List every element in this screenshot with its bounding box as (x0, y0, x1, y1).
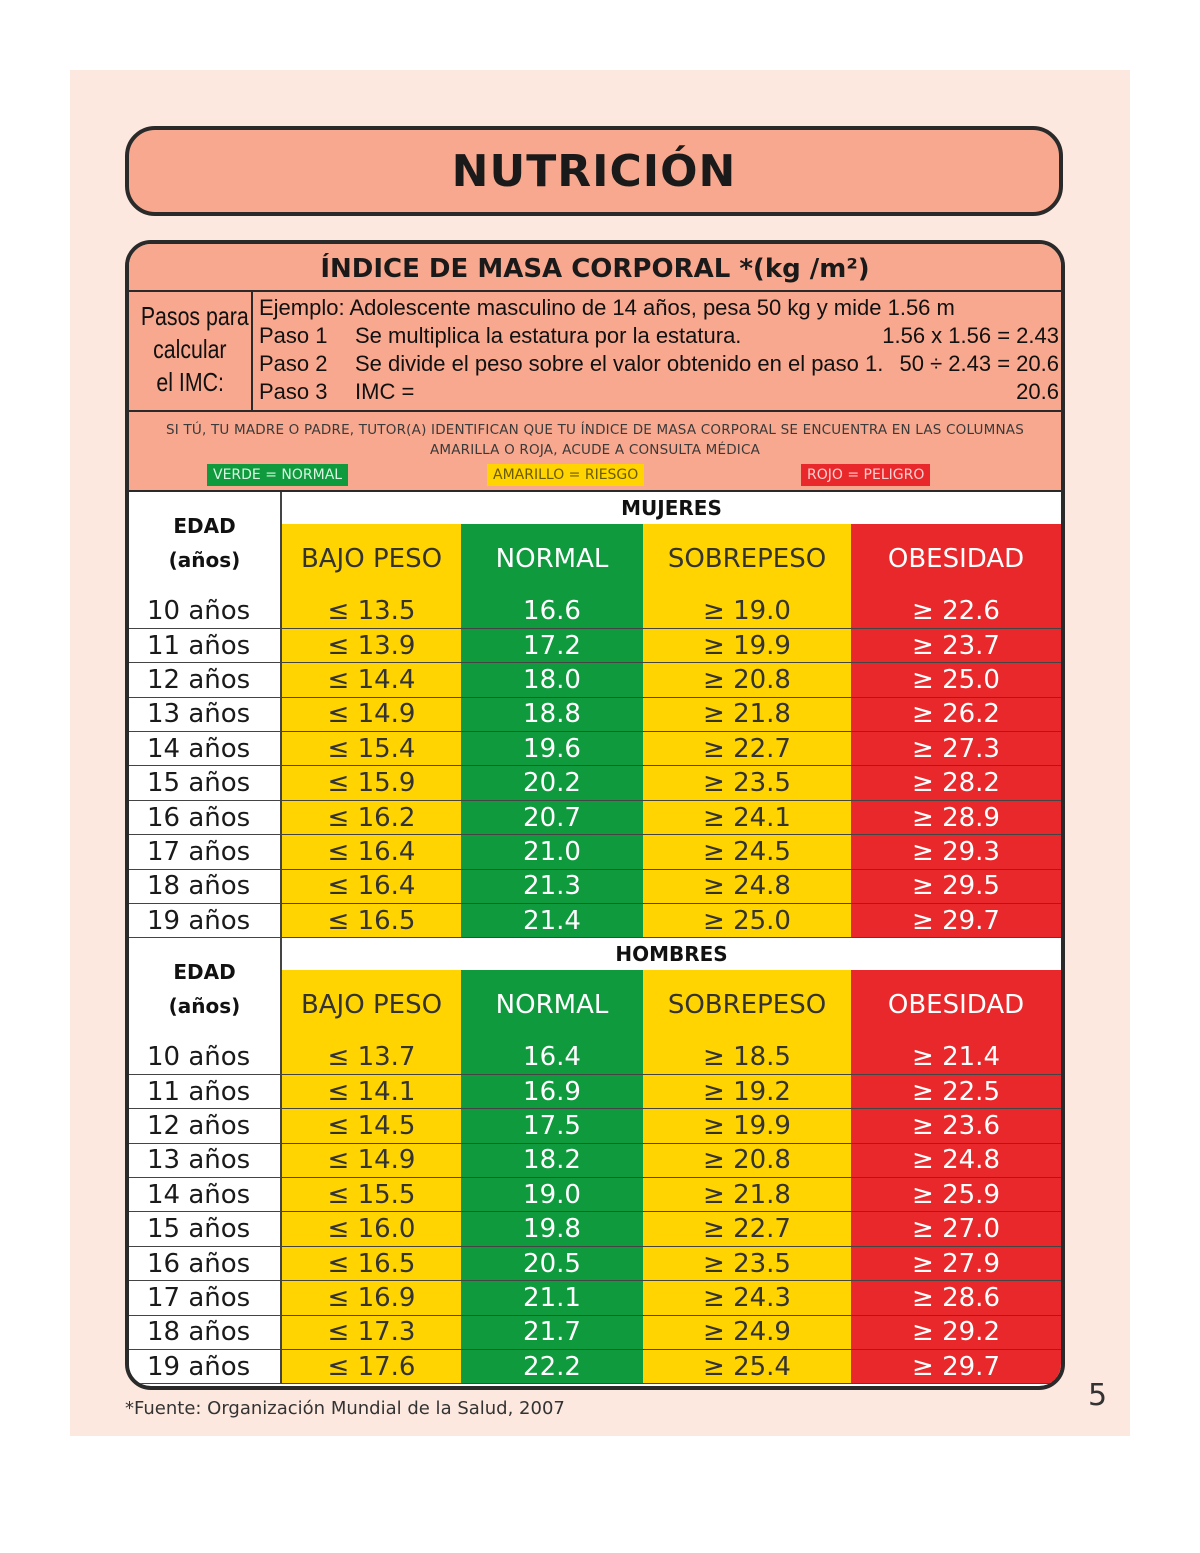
table-row (129, 697, 1061, 731)
normal-cell: 19.6 (461, 732, 643, 766)
sobrepeso-cell: ≥ 24.5 (643, 835, 851, 869)
table-row (129, 1109, 1061, 1143)
table-row (129, 1212, 1061, 1246)
table-row (129, 1246, 1061, 1280)
obesidad-cell: ≥ 21.4 (851, 1040, 1061, 1074)
edad-header (129, 492, 281, 594)
legend-red: ROJO = PELIGRO (801, 464, 930, 486)
bajo-peso-cell: ≤ 14.4 (281, 663, 461, 697)
table-row (129, 869, 1061, 903)
age-cell: 17 años (129, 835, 281, 869)
age-cell: 14 años (129, 732, 281, 766)
normal-cell: 20.5 (461, 1246, 643, 1280)
bajo-peso-cell: ≤ 16.9 (281, 1281, 461, 1315)
normal-cell: 20.7 (461, 800, 643, 834)
age-cell: 16 años (129, 800, 281, 834)
obesidad-cell: ≥ 23.7 (851, 628, 1061, 662)
sobrepeso-cell: ≥ 23.5 (643, 766, 851, 800)
bajo-peso-cell: ≤ 16.5 (281, 1246, 461, 1280)
steps-label (129, 292, 253, 410)
obesidad-cell: ≥ 27.9 (851, 1246, 1061, 1280)
age-cell: 18 años (129, 869, 281, 903)
example-text: Ejemplo: Adolescente masculino de 14 años, pesa 50 kg y mide 1.56 m (259, 295, 955, 320)
age-cell: 19 años (129, 904, 281, 938)
normal-cell: 16.4 (461, 1040, 643, 1074)
col-obesidad: OBESIDAD (851, 970, 1061, 1040)
bajo-peso-cell: ≤ 15.5 (281, 1178, 461, 1212)
bajo-peso-cell: ≤ 16.0 (281, 1212, 461, 1246)
sobrepeso-cell: ≥ 18.5 (643, 1040, 851, 1074)
step-label: Paso 1 (259, 323, 328, 348)
obesidad-cell: ≥ 29.2 (851, 1315, 1061, 1349)
col-bajo-peso: BAJO PESO (281, 970, 461, 1040)
edad-label: EDAD (173, 960, 236, 984)
col-normal: NORMAL (461, 524, 643, 594)
sobrepeso-cell: ≥ 19.9 (643, 1109, 851, 1143)
age-cell: 13 años (129, 1143, 281, 1177)
page-number: 5 (1088, 1378, 1108, 1413)
section-label-hombres: HOMBRES (281, 938, 1061, 970)
obesidad-cell: ≥ 29.3 (851, 835, 1061, 869)
age-cell: 10 años (129, 594, 281, 628)
sobrepeso-cell: ≥ 24.9 (643, 1315, 851, 1349)
obesidad-cell: ≥ 28.9 (851, 800, 1061, 834)
col-bajo-peso: BAJO PESO (281, 524, 461, 594)
sobrepeso-cell: ≥ 20.8 (643, 1143, 851, 1177)
step-result: 1.56 x 1.56 = 2.43 (882, 323, 1059, 348)
obesidad-cell: ≥ 22.6 (851, 594, 1061, 628)
normal-cell: 16.9 (461, 1074, 643, 1108)
warning-text (129, 420, 1061, 460)
table-hombres (129, 938, 1061, 1384)
imc-header (129, 244, 1061, 492)
source-footnote: *Fuente: Organización Mundial de la Salud, 2007 (125, 1398, 565, 1419)
bajo-peso-cell: ≤ 16.5 (281, 904, 461, 938)
bajo-peso-cell: ≤ 13.7 (281, 1040, 461, 1074)
bajo-peso-cell: ≤ 16.4 (281, 869, 461, 903)
table-row (129, 1040, 1061, 1074)
normal-cell: 17.2 (461, 628, 643, 662)
rows-hombres (129, 1040, 1061, 1384)
section-label-mujeres: MUJERES (281, 492, 1061, 524)
step-label: Paso 2 (259, 351, 328, 376)
sobrepeso-cell: ≥ 20.8 (643, 663, 851, 697)
edad-unit: (años) (168, 994, 241, 1018)
obesidad-cell: ≥ 24.8 (851, 1143, 1061, 1177)
age-cell: 13 años (129, 697, 281, 731)
normal-cell: 16.6 (461, 594, 643, 628)
divider (129, 410, 1061, 412)
table-row (129, 1074, 1061, 1108)
obesidad-cell: ≥ 27.0 (851, 1212, 1061, 1246)
bajo-peso-cell: ≤ 13.5 (281, 594, 461, 628)
table-row (129, 628, 1061, 662)
sobrepeso-cell: ≥ 23.5 (643, 1246, 851, 1280)
bajo-peso-cell: ≤ 14.9 (281, 1143, 461, 1177)
normal-cell: 19.0 (461, 1178, 643, 1212)
bajo-peso-cell: ≤ 15.4 (281, 732, 461, 766)
steps-list (259, 294, 1059, 410)
table-row (129, 732, 1061, 766)
obesidad-cell: ≥ 26.2 (851, 697, 1061, 731)
obesidad-cell: ≥ 25.0 (851, 663, 1061, 697)
obesidad-cell: ≥ 25.9 (851, 1178, 1061, 1212)
steps-label-line: el IMC: (156, 367, 224, 397)
sobrepeso-cell: ≥ 21.8 (643, 697, 851, 731)
legend-yellow: AMARILLO = RIESGO (487, 464, 644, 486)
table-row (129, 766, 1061, 800)
rows-mujeres (129, 594, 1061, 938)
table-row (129, 594, 1061, 628)
age-cell: 15 años (129, 1212, 281, 1246)
age-cell: 18 años (129, 1315, 281, 1349)
warning-line: SI TÚ, TU MADRE O PADRE, TUTOR(A) IDENTIFICAN QUE TU ÍNDICE DE MASA CORPORAL SE ENCUENTRA EN LAS COLUMNAS (166, 422, 1024, 438)
bajo-peso-cell: ≤ 17.6 (281, 1350, 461, 1384)
sobrepeso-cell: ≥ 24.3 (643, 1281, 851, 1315)
step-result: 50 ÷ 2.43 = 20.6 (899, 351, 1059, 376)
obesidad-cell: ≥ 27.3 (851, 732, 1061, 766)
age-cell: 17 años (129, 1281, 281, 1315)
bajo-peso-cell: ≤ 14.5 (281, 1109, 461, 1143)
obesidad-cell: ≥ 29.7 (851, 1350, 1061, 1384)
normal-cell: 18.0 (461, 663, 643, 697)
bajo-peso-cell: ≤ 17.3 (281, 1315, 461, 1349)
sobrepeso-cell: ≥ 22.7 (643, 732, 851, 766)
step-result: 20.6 (1016, 379, 1059, 404)
normal-cell: 17.5 (461, 1109, 643, 1143)
sobrepeso-cell: ≥ 22.7 (643, 1212, 851, 1246)
table-row (129, 663, 1061, 697)
imc-title: ÍNDICE DE MASA CORPORAL *(kg /m²) (129, 248, 1061, 292)
obesidad-cell: ≥ 22.5 (851, 1074, 1061, 1108)
normal-cell: 19.8 (461, 1212, 643, 1246)
sobrepeso-cell: ≥ 19.2 (643, 1074, 851, 1108)
age-cell: 16 años (129, 1246, 281, 1280)
table-row (129, 800, 1061, 834)
sobrepeso-cell: ≥ 19.0 (643, 594, 851, 628)
normal-cell: 21.1 (461, 1281, 643, 1315)
normal-cell: 21.7 (461, 1315, 643, 1349)
step-label: Paso 3 (259, 379, 328, 404)
table-row (129, 1281, 1061, 1315)
bajo-peso-cell: ≤ 13.9 (281, 628, 461, 662)
bajo-peso-cell: ≤ 15.9 (281, 766, 461, 800)
bmi-card (125, 240, 1065, 1390)
warning-line: AMARILLA O ROJA, ACUDE A CONSULTA MÉDICA (429, 442, 761, 458)
table-row (129, 1350, 1061, 1384)
normal-cell: 22.2 (461, 1350, 643, 1384)
sobrepeso-cell: ≥ 25.4 (643, 1350, 851, 1384)
table-row (129, 904, 1061, 938)
normal-cell: 20.2 (461, 766, 643, 800)
table-row (129, 835, 1061, 869)
normal-cell: 21.3 (461, 869, 643, 903)
age-cell: 12 años (129, 1109, 281, 1143)
sobrepeso-cell: ≥ 21.8 (643, 1178, 851, 1212)
col-sobrepeso: SOBREPESO (643, 970, 851, 1040)
col-sobrepeso: SOBREPESO (643, 524, 851, 594)
steps-label-line: calcular (153, 334, 227, 364)
obesidad-cell: ≥ 29.7 (851, 904, 1061, 938)
obesidad-cell: ≥ 23.6 (851, 1109, 1061, 1143)
bajo-peso-cell: ≤ 16.2 (281, 800, 461, 834)
obesidad-cell: ≥ 28.2 (851, 766, 1061, 800)
table-row (129, 1315, 1061, 1349)
sobrepeso-cell: ≥ 25.0 (643, 904, 851, 938)
step-text: Se multiplica la estatura por la estatura. (355, 323, 742, 348)
page-title-banner (125, 126, 1063, 216)
step-row (259, 350, 1059, 378)
obesidad-cell: ≥ 29.5 (851, 869, 1061, 903)
table-row (129, 1178, 1061, 1212)
sobrepeso-cell: ≥ 24.1 (643, 800, 851, 834)
bajo-peso-cell: ≤ 16.4 (281, 835, 461, 869)
age-cell: 19 años (129, 1350, 281, 1384)
edad-label: EDAD (173, 514, 236, 538)
table-row (129, 1143, 1061, 1177)
age-cell: 11 años (129, 628, 281, 662)
edad-header (129, 938, 281, 1040)
normal-cell: 21.0 (461, 835, 643, 869)
legend-green: VERDE = NORMAL (207, 464, 348, 486)
step-row (259, 378, 1059, 406)
normal-cell: 21.4 (461, 904, 643, 938)
sobrepeso-cell: ≥ 19.9 (643, 628, 851, 662)
col-obesidad: OBESIDAD (851, 524, 1061, 594)
age-cell: 12 años (129, 663, 281, 697)
step-text: Se divide el peso sobre el valor obtenido en el paso 1. (355, 351, 884, 376)
age-cell: 14 años (129, 1178, 281, 1212)
age-cell: 15 años (129, 766, 281, 800)
bajo-peso-cell: ≤ 14.1 (281, 1074, 461, 1108)
normal-cell: 18.2 (461, 1143, 643, 1177)
step-row (259, 322, 1059, 350)
sobrepeso-cell: ≥ 24.8 (643, 869, 851, 903)
table-mujeres (129, 492, 1061, 938)
steps-label-line: Pasos para (140, 301, 249, 331)
step-text: IMC = (355, 379, 415, 404)
obesidad-cell: ≥ 28.6 (851, 1281, 1061, 1315)
col-normal: NORMAL (461, 970, 643, 1040)
age-cell: 10 años (129, 1040, 281, 1074)
bajo-peso-cell: ≤ 14.9 (281, 697, 461, 731)
edad-unit: (años) (168, 548, 241, 572)
page-title: NUTRICIÓN (451, 145, 737, 197)
age-cell: 11 años (129, 1074, 281, 1108)
normal-cell: 18.8 (461, 697, 643, 731)
